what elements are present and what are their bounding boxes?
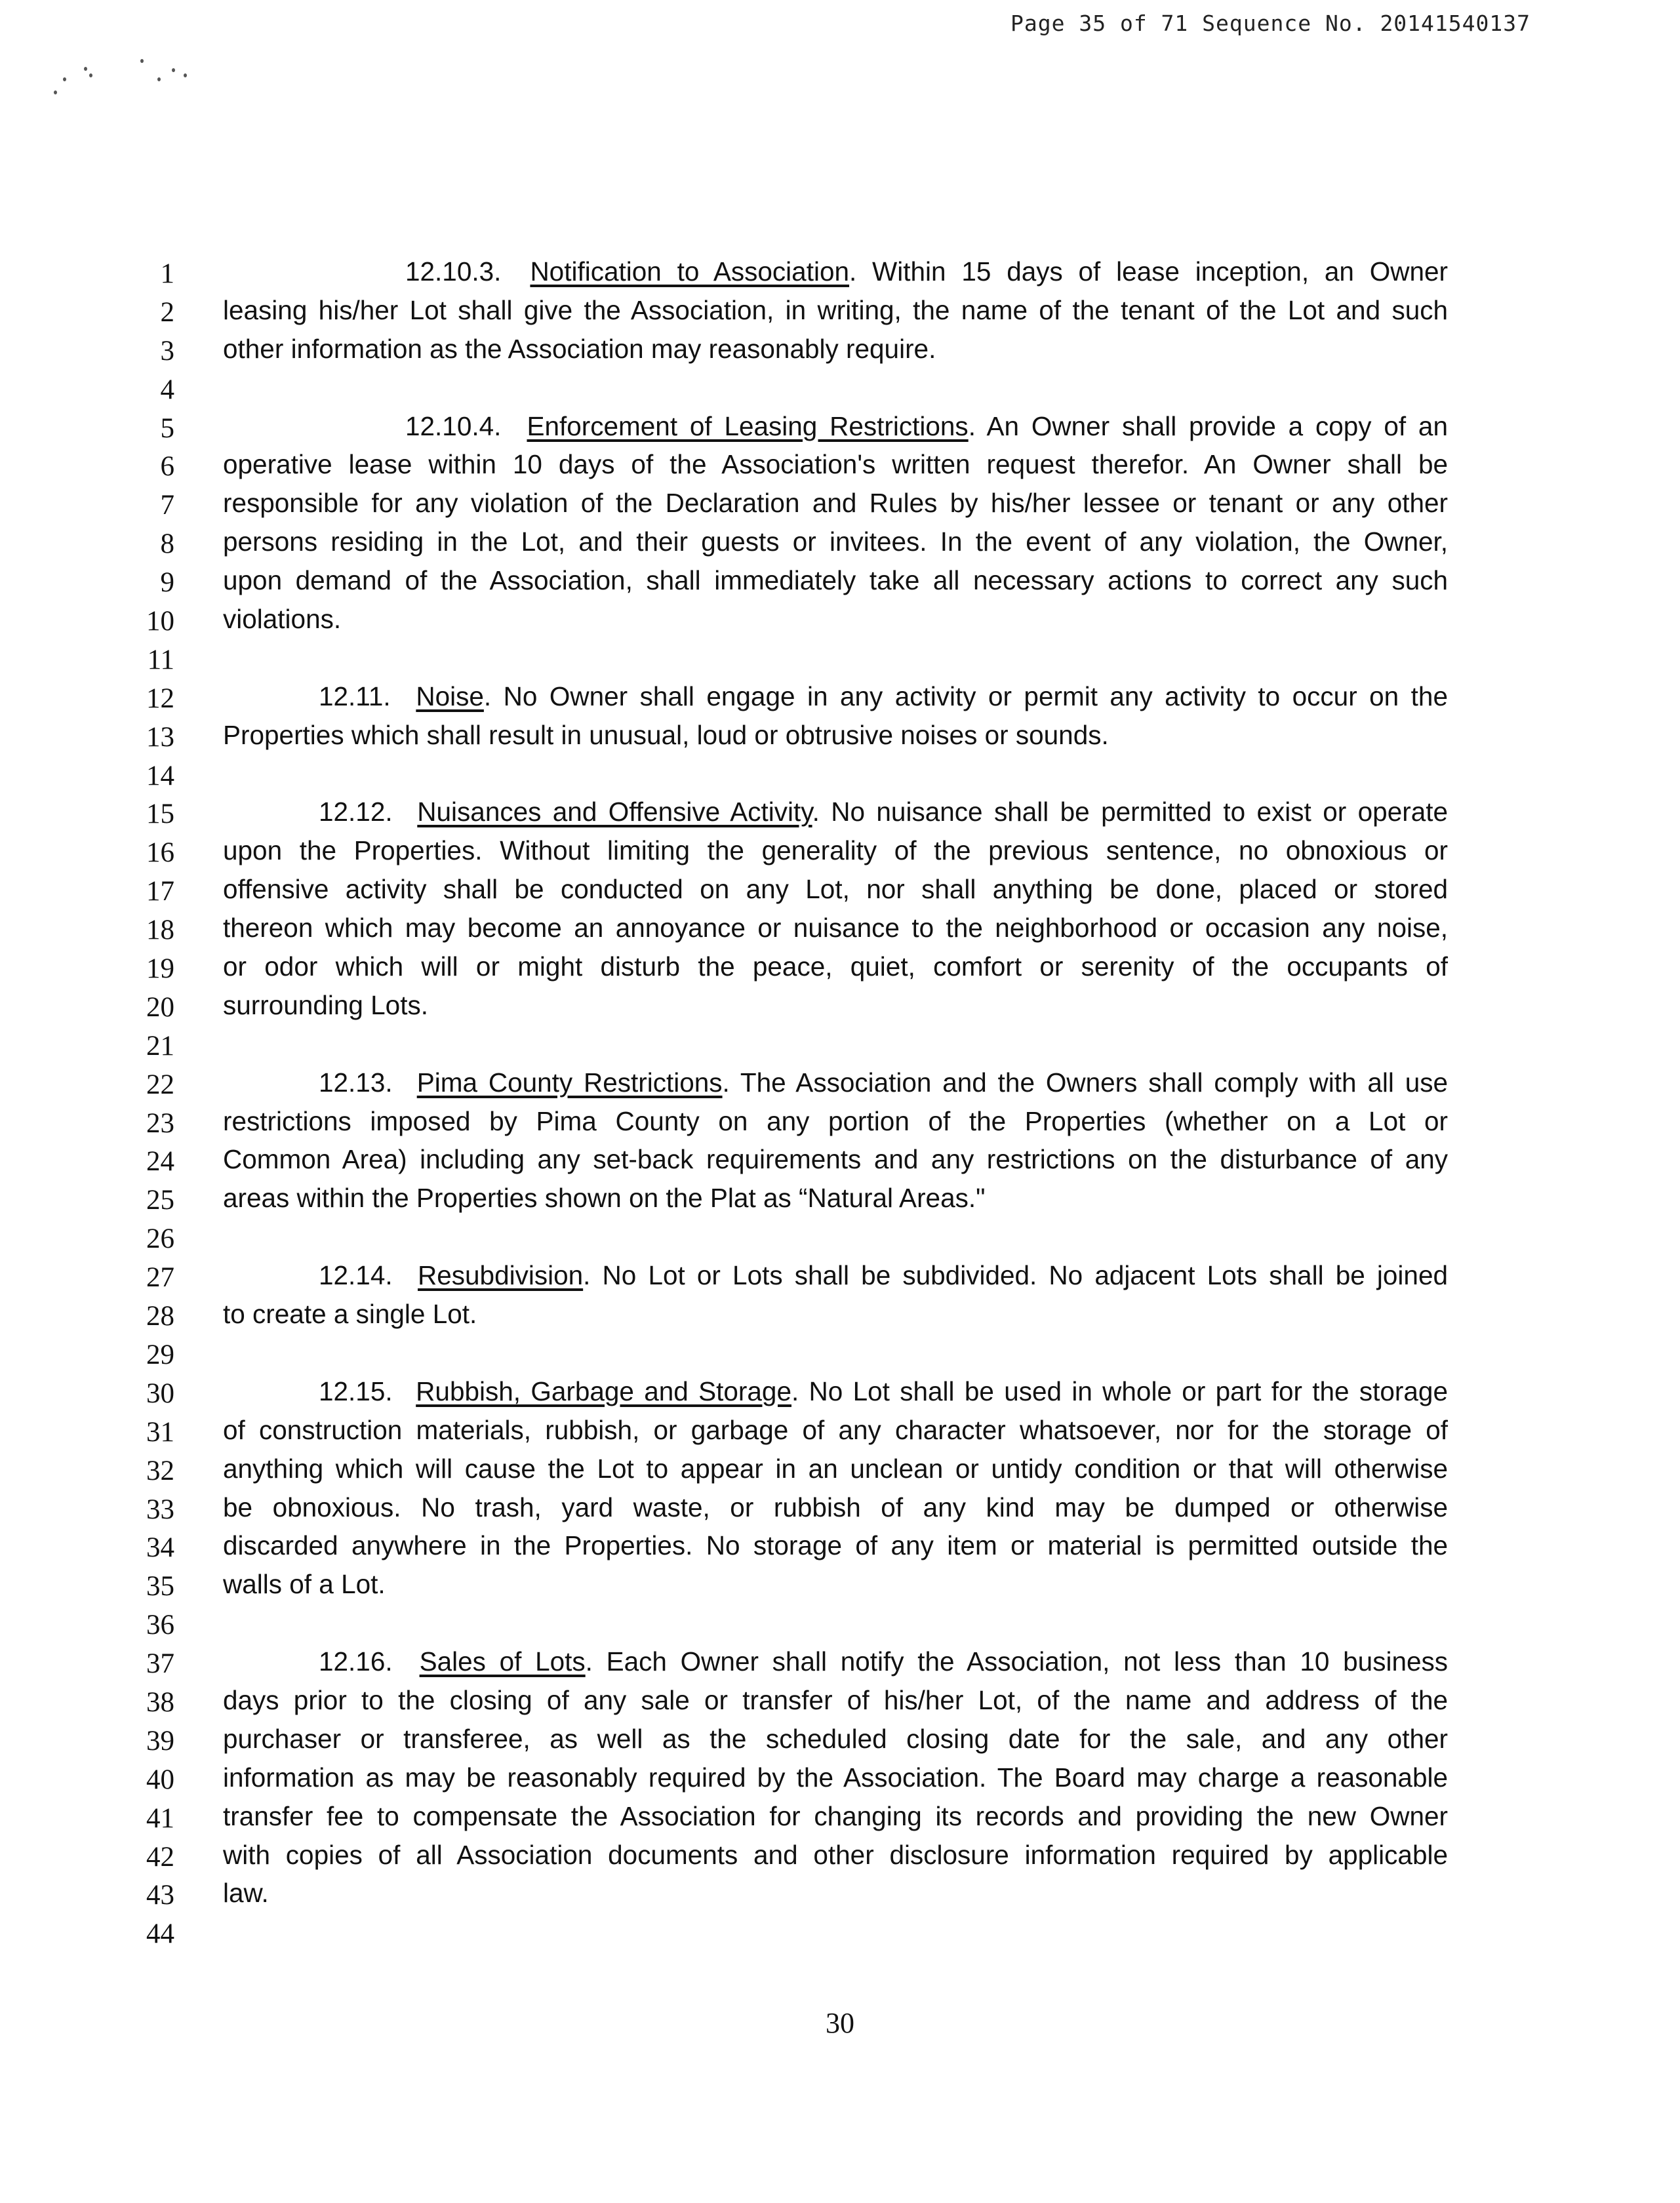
body-text-line: restrictions imposed by Pima County on any portion of the Properties (whether on a Lot or (223, 1105, 1448, 1136)
document-line (0, 1063, 1680, 1102)
line-number: 36 (146, 1610, 174, 1641)
section-heading-line (405, 410, 1448, 443)
section-number: 12.12. (319, 797, 393, 827)
line-number: 5 (160, 412, 174, 444)
document-line (0, 1720, 1680, 1758)
body-text-line: thereon which may become an annoyance or nuisance to the neighborhood or occasion any noise, (223, 913, 1448, 943)
body-text-line: of construction materials, rubbish, or garbage of any character whatsoever, nor for the storage of (223, 1414, 1448, 1445)
line-number: 43 (146, 1880, 174, 1911)
document-line (0, 1681, 1680, 1720)
line-number: 28 (146, 1301, 174, 1332)
line-number: 11 (147, 644, 174, 675)
section-number: 12.10.4. (405, 410, 502, 441)
body-text-line: leasing his/her Lot shall give the Association, in writing, the name of the tenant of the Lot and such (223, 294, 1448, 325)
document-line (0, 1295, 1680, 1334)
body-text-line: anything which will cause the Lot to appear in an unclean or untidy condition or that will otherwise (223, 1453, 1448, 1484)
section-number: 12.13. (319, 1067, 393, 1098)
body-text-line: purchaser or transferee, as well as the scheduled closing date for the sale, and any other (223, 1723, 1448, 1754)
body-text-line: with copies of all Association documents and other disclosure information required by applicable (223, 1839, 1448, 1870)
document-line (0, 677, 1680, 716)
section-title: Nuisances and Offensive Activity (417, 797, 812, 827)
document-line (0, 368, 1680, 407)
document-line (0, 1218, 1680, 1256)
document-line (0, 1102, 1680, 1141)
line-number: 44 (146, 1918, 174, 1950)
document-body (0, 252, 1680, 1951)
document-line (0, 291, 1680, 330)
document-line (0, 252, 1680, 291)
body-text-line: upon the Properties. Without limiting the generality of the previous sentence, no obnoxious or (223, 835, 1448, 866)
line-number: 6 (160, 451, 174, 483)
document-line (0, 1140, 1680, 1179)
document-line (0, 1604, 1680, 1642)
document-line (0, 523, 1680, 561)
line-number: 41 (146, 1802, 174, 1834)
body-text-line: responsible for any violation of the Declaration and Rules by his/her lessee or tenant or any other (223, 488, 1448, 519)
section-text: . Within 15 days of lease inception, an Owner (849, 256, 1448, 287)
section-number: 12.10.3. (405, 256, 502, 287)
section-heading-line (319, 1066, 1448, 1099)
line-number: 9 (160, 567, 174, 599)
section-text: . No nuisance shall be permitted to exist or operate (812, 797, 1448, 827)
line-number: 32 (146, 1455, 174, 1486)
section-title: Resubdivision (418, 1260, 584, 1291)
document-line (0, 445, 1680, 484)
line-number: 26 (146, 1223, 174, 1255)
body-text-line: transfer fee to compensate the Association for changing its records and providing the new Owner (223, 1800, 1448, 1831)
body-text-line: offensive activity shall be conducted on any Lot, nor shall anything be done, placed or stored (223, 874, 1448, 905)
document-line (0, 639, 1680, 677)
body-text-line: days prior to the closing of any sale or transfer of his/her Lot, of the name and address of the (223, 1684, 1448, 1715)
line-number: 22 (146, 1069, 174, 1100)
line-number: 14 (146, 760, 174, 791)
document-line (0, 947, 1680, 986)
line-number: 12 (146, 683, 174, 714)
body-text-line: information as may be reasonably required by the Association. The Board may charge a reasonable (223, 1762, 1448, 1793)
section-title: Pima County Restrictions (416, 1067, 723, 1098)
body-text-line: Properties which shall result in unusual, loud or obtrusive noises or sounds. (223, 719, 1109, 750)
section-text: . No Lot shall be used in whole or part for the storage (791, 1376, 1448, 1406)
section-title: Notification to Association (530, 256, 850, 287)
body-text-line: areas within the Properties shown on the Plat as “Natural Areas." (223, 1183, 986, 1214)
section-text: . No Owner shall engage in any activity or permit any activity to occur on the (483, 681, 1448, 711)
line-number: 13 (146, 721, 174, 753)
section-heading-line (405, 255, 1448, 288)
line-number: 25 (146, 1185, 174, 1216)
body-text-line: law. (223, 1878, 269, 1909)
section-text: . No Lot or Lots shall be subdivided. No adjacent Lots shall be joined (583, 1260, 1448, 1291)
line-number: 4 (160, 374, 174, 405)
document-line (0, 870, 1680, 909)
document-line (0, 986, 1680, 1025)
document-line (0, 1411, 1680, 1450)
line-number: 17 (146, 876, 174, 907)
line-number: 42 (146, 1841, 174, 1873)
section-text: . The Association and the Owners shall comply with all use (722, 1067, 1448, 1098)
body-text-line: discarded anywhere in the Properties. No storage of any item or material is permitted outside the (223, 1530, 1448, 1561)
body-text-line: surrounding Lots. (223, 989, 428, 1020)
body-text-line: be obnoxious. No trash, yard waste, or rubbish of any kind may be dumped or otherwise (223, 1492, 1448, 1522)
line-number: 15 (146, 799, 174, 830)
document-line (0, 1874, 1680, 1913)
document-line (0, 407, 1680, 446)
line-number: 33 (146, 1494, 174, 1525)
section-heading-line (319, 680, 1448, 713)
line-number: 35 (146, 1571, 174, 1602)
body-text-line: operative lease within 10 days of the Association's written request therefor. An Owner shall be (223, 449, 1448, 480)
sequence-header: Page 35 of 71 Sequence No. 20141540137 (1010, 10, 1530, 36)
document-line (0, 1797, 1680, 1836)
line-number: 39 (146, 1725, 174, 1756)
document-line (0, 600, 1680, 639)
line-number: 29 (146, 1339, 174, 1370)
line-number: 23 (146, 1107, 174, 1139)
line-number: 40 (146, 1764, 174, 1795)
document-line (0, 716, 1680, 755)
document-line (0, 1334, 1680, 1372)
scan-specks (43, 52, 201, 105)
section-title: Rubbish, Garbage and Storage (416, 1376, 791, 1406)
document-line (0, 909, 1680, 947)
line-number: 24 (146, 1146, 174, 1178)
body-text-line: or odor which will or might disturb the peace, quiet, comfort or serenity of the occupants of (223, 951, 1448, 982)
line-number: 30 (146, 1378, 174, 1409)
section-heading-line (319, 1375, 1448, 1408)
document-line (0, 484, 1680, 523)
document-line (0, 1565, 1680, 1604)
line-number: 2 (160, 296, 174, 328)
document-line (0, 1758, 1680, 1797)
document-line (0, 1642, 1680, 1681)
line-number: 38 (146, 1686, 174, 1718)
section-number: 12.16. (319, 1646, 393, 1677)
document-line (0, 1025, 1680, 1063)
section-title: Noise (416, 681, 484, 711)
line-number: 21 (146, 1030, 174, 1062)
line-number: 34 (146, 1532, 174, 1564)
document-line (0, 330, 1680, 368)
body-text-line: Common Area) including any set-back requirements and any restrictions on the disturbance of any (223, 1144, 1448, 1175)
section-heading-line (319, 795, 1448, 828)
line-number: 27 (146, 1262, 174, 1294)
document-line (0, 1256, 1680, 1295)
body-text-line: persons residing in the Lot, and their guests or invitees. In the event of any violation, the Owner, (223, 526, 1448, 557)
line-number: 18 (146, 915, 174, 946)
section-number: 12.14. (319, 1260, 393, 1291)
line-number: 16 (146, 837, 174, 869)
document-line (0, 831, 1680, 870)
page-number: 30 (826, 2007, 854, 2039)
line-number: 1 (160, 258, 174, 289)
body-text-line: other information as the Association may reasonably require. (223, 333, 936, 364)
line-number: 10 (146, 606, 174, 637)
line-number: 7 (160, 490, 174, 521)
line-number: 3 (160, 335, 174, 367)
document-line (0, 755, 1680, 793)
section-heading-line (319, 1259, 1448, 1292)
section-number: 12.11. (319, 681, 391, 711)
section-title: Sales of Lots (419, 1646, 586, 1677)
line-number: 19 (146, 953, 174, 985)
section-title: Enforcement of Leasing Restrictions (527, 410, 969, 441)
line-number: 20 (146, 991, 174, 1023)
line-number: 31 (146, 1416, 174, 1448)
body-text-line: upon demand of the Association, shall immediately take all necessary actions to correct any such (223, 565, 1448, 596)
document-line (0, 561, 1680, 600)
document-line (0, 793, 1680, 831)
line-number: 37 (146, 1648, 174, 1680)
document-line (0, 1488, 1680, 1527)
document-line (0, 1450, 1680, 1488)
body-text-line: walls of a Lot. (223, 1569, 386, 1600)
line-number: 8 (160, 528, 174, 560)
section-text: . Each Owner shall notify the Association, not less than 10 business (585, 1646, 1448, 1677)
document-line (0, 1913, 1680, 1951)
body-text-line: to create a single Lot. (223, 1299, 477, 1330)
section-number: 12.15. (319, 1376, 393, 1406)
document-line (0, 1836, 1680, 1875)
section-text: . An Owner shall provide a copy of an (968, 410, 1448, 441)
section-heading-line (319, 1645, 1448, 1678)
document-line (0, 1179, 1680, 1218)
document-line (0, 1526, 1680, 1565)
document-line (0, 1372, 1680, 1411)
body-text-line: violations. (223, 604, 342, 635)
